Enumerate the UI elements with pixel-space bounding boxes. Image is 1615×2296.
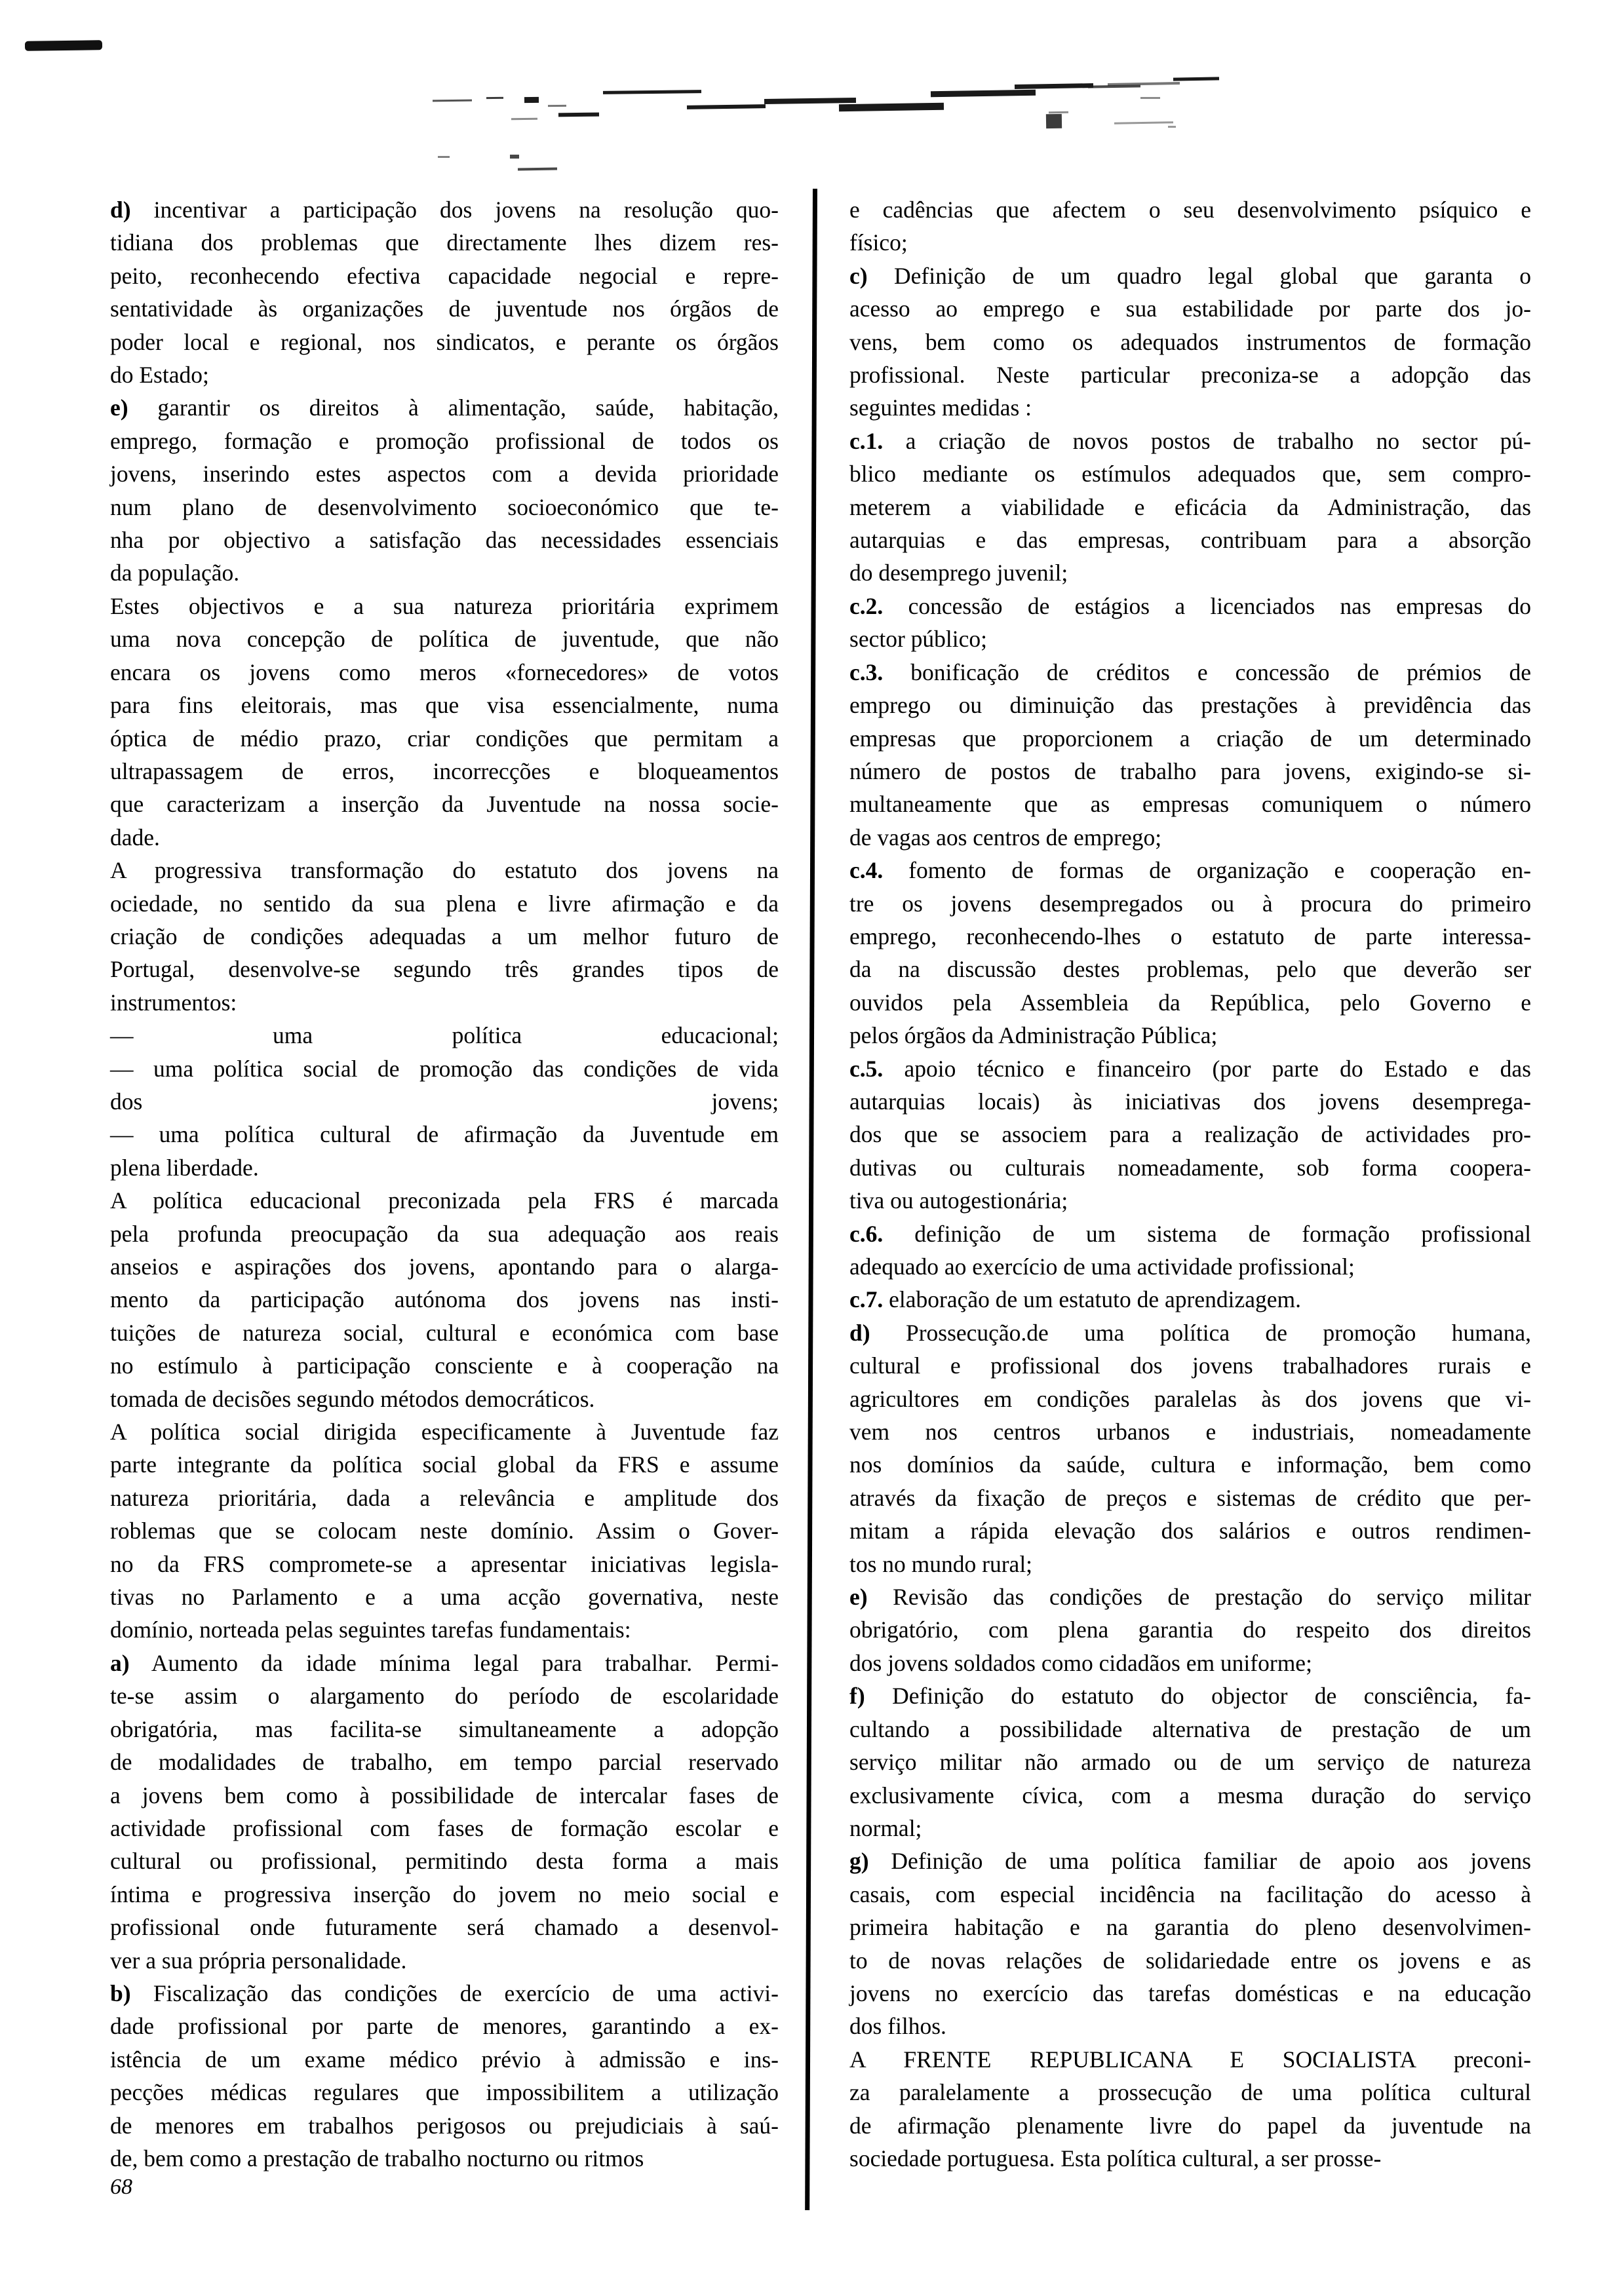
text-line: tre os jovens desempregados ou à procura do primeiro [849, 890, 1531, 917]
text-line: do desemprego juvenil; [849, 560, 1068, 586]
text-line: f) Definição do estatuto do objector de consciência, fa- [849, 1683, 1531, 1710]
text-line: de menores em trabalhos perigosos ou prejudiciais à saú- [110, 2112, 779, 2139]
paragraph [849, 1052, 1531, 1217]
paragraph [110, 1977, 779, 2175]
text-line: a jovens bem como à possibilidade de intercalar fases de [110, 1782, 779, 1808]
text-line: A progressiva transformação do estatuto dos jovens na [110, 857, 779, 884]
text-line: e) garantir os direitos à alimentação, saúde, habitação, [110, 394, 779, 421]
text-line: anseios e aspirações dos jovens, apontando para o alarga- [110, 1253, 779, 1280]
text-column-left [110, 193, 779, 2175]
text-line: num plano de desenvolvimento socioeconómico que te- [110, 493, 779, 520]
text-line: dos jovens; [110, 1088, 779, 1115]
text-line: exclusivamente cívica, com a mesma duração do serviço [849, 1782, 1531, 1808]
text-line: encara os jovens como meros «fornecedores» de votos [110, 659, 779, 685]
text-line: normal; [849, 1814, 922, 1841]
text-line: domínio, norteada pelas seguintes tarefas fundamentais: [110, 1617, 631, 1643]
list-marker: b) [110, 1980, 131, 2006]
paragraph [110, 1184, 779, 1415]
text-line: e cadências que afectem o seu desenvolvimento psíquico e [849, 197, 1531, 223]
text-line: ouvidos pela Assembleia da República, pelo Governo e [849, 989, 1531, 1016]
text-line: parte integrante da política social global da FRS e assume [110, 1451, 779, 1478]
text-line: acesso ao emprego e sua estabilidade por parte dos jo- [849, 296, 1531, 322]
text-line: jovens no exercício das tarefas domésticas e na educação [849, 1980, 1531, 2006]
text-line: ultrapassagem de erros, incorrecções e bloqueamentos [110, 757, 779, 784]
paragraph [849, 1679, 1531, 1845]
text-line: za paralelamente a prossecução de uma política cultural [849, 2079, 1531, 2106]
text-line: blico mediante os estímulos adequados que, sem compro- [849, 461, 1531, 488]
list-marker: f) [849, 1683, 865, 1710]
text-line: óptica de médio prazo, criar condições que permitam a [110, 725, 779, 752]
text-line: serviço militar não armado ou de um serviço de natureza [849, 1749, 1531, 1776]
text-line: tomada de decisões segundo métodos democráticos. [110, 1385, 595, 1412]
text-line: poder local e regional, nos sindicatos, e perante os órgãos [110, 328, 779, 355]
text-line: mento da participação autónoma dos jovens nas insti- [110, 1286, 779, 1313]
text-line: de afirmação plenamente livre do papel da juventude na [849, 2112, 1531, 2139]
text-line: dade. [110, 824, 160, 851]
text-line: criação de condições adequadas a um melhor futuro de [110, 923, 779, 949]
text-line: para fins eleitorais, mas que visa essencialmente, numa [110, 692, 779, 719]
paragraph [110, 1647, 779, 1977]
text-line: roblemas que se colocam neste domínio. Assim o Gover- [110, 1518, 779, 1544]
text-line: obrigatória, mas facilita-se simultaneamente a adopção [110, 1715, 779, 1742]
text-line: c.5. apoio técnico e financeiro (por parte do Estado e das [849, 1055, 1531, 1082]
text-line: te-se assim o alargamento do período de escolaridade [110, 1683, 779, 1710]
text-line: mitam a rápida elevação dos salários e outros rendimen- [849, 1518, 1531, 1544]
text-line: nha por objectivo a satisfação das necessidades essenciais [110, 527, 779, 554]
text-line: meterem a viabilidade e eficácia da Administração, das [849, 493, 1531, 520]
text-line: cultural e profissional dos jovens trabalhadores rurais e [849, 1352, 1531, 1379]
text-line: multaneamente que as empresas comuniquem o número [849, 791, 1531, 818]
text-line: da população. [110, 560, 240, 586]
paragraph [849, 656, 1531, 854]
paragraph [849, 2043, 1531, 2175]
text-line: A política social dirigida especificamente à Juventude faz [110, 1419, 779, 1445]
list-marker: c.5. [849, 1055, 884, 1082]
paragraph [110, 854, 779, 1019]
text-line: c.6. definição de um sistema de formação profissional [849, 1220, 1531, 1247]
text-line: Estes objectivos e a sua natureza prioritária exprimem [110, 592, 779, 619]
text-line: peito, reconhecendo efectiva capacidade negocial e repre- [110, 262, 779, 289]
list-marker: c.4. [849, 857, 884, 884]
text-line: g) Definição de uma política familiar de apoio aos jovens [849, 1848, 1531, 1875]
paragraph [849, 259, 1531, 425]
paragraph [110, 1415, 779, 1647]
text-line: e) Revisão das condições de prestação do serviço militar [849, 1584, 1531, 1611]
paragraph [110, 590, 779, 854]
text-line: físico; [849, 229, 908, 256]
text-line: da na discussão destes problemas, pelo que deverão ser [849, 956, 1531, 983]
text-line: tos no mundo rural; [849, 1550, 1033, 1577]
text-line: adequado ao exercício de uma actividade profissional; [849, 1253, 1355, 1280]
list-marker: c.2. [849, 592, 884, 619]
text-line: cultural ou profissional, permitindo desta forma a mais [110, 1848, 779, 1875]
text-line: dos jovens soldados como cidadãos em uniforme; [849, 1649, 1312, 1676]
paragraph [849, 1283, 1531, 1316]
list-marker: c.3. [849, 659, 884, 685]
text-line: de vagas aos centros de emprego; [849, 824, 1162, 851]
text-line: de modalidades de trabalho, em tempo parcial reservado [110, 1749, 779, 1776]
text-line: obrigatório, com plena garantia do respeito dos direitos [849, 1617, 1531, 1643]
text-line: que caracterizam a inserção da Juventude na nossa socie- [110, 791, 779, 818]
text-line: dade profissional por parte de menores, garantindo a ex- [110, 2013, 779, 2040]
text-line: vens, bem como os adequados instrumentos de formação [849, 328, 1531, 355]
text-line: dutivas ou culturais nomeadamente, sob forma coopera- [849, 1154, 1531, 1181]
paragraph [849, 425, 1531, 590]
paragraph [849, 1316, 1531, 1580]
text-line: tivas no Parlamento e a uma acção governativa, neste [110, 1584, 779, 1611]
list-marker: e) [110, 394, 128, 421]
text-line: casais, com especial incidência na facilitação do acesso à [849, 1881, 1531, 1907]
text-line: primeira habitação e na garantia do pleno desenvolvimen- [849, 1914, 1531, 1941]
text-line: jovens, inserindo estes aspectos com a devida prioridade [110, 461, 779, 488]
text-line: tidiana dos problemas que directamente lhes dizem res- [110, 229, 779, 256]
paragraph [849, 193, 1531, 259]
page-number: 68 [110, 2175, 132, 2199]
text-line: dos filhos. [849, 2013, 946, 2040]
text-line: seguintes medidas : [849, 394, 1032, 421]
text-line: — uma política social de promoção das condições de vida [110, 1055, 779, 1082]
text-line: sector público; [849, 626, 987, 653]
paragraph [849, 854, 1531, 1052]
text-line: emprego, formação e promoção profissional de todos os [110, 427, 779, 454]
paragraph [849, 1580, 1531, 1679]
paragraph [110, 391, 779, 589]
text-line: instrumentos: [110, 989, 237, 1016]
list-marker: c) [849, 262, 868, 289]
text-line: — uma política cultural de afirmação da Juventude em [110, 1121, 779, 1148]
text-line: plena liberdade. [110, 1154, 259, 1181]
list-marker: c.6. [849, 1220, 884, 1247]
text-line: empresas que proporcionem a criação de um determinado [849, 725, 1531, 752]
text-line: autarquias locais) às iniciativas dos jovens desemprega- [849, 1088, 1531, 1115]
text-line: emprego, reconhecendo-lhes o estatuto de parte interessa- [849, 923, 1531, 949]
list-marker: g) [849, 1848, 869, 1875]
text-line: c.4. fomento de formas de organização e cooperação en- [849, 857, 1531, 884]
text-line: tiva ou autogestionária; [849, 1187, 1068, 1214]
paragraph [110, 193, 779, 391]
list-marker: a) [110, 1649, 130, 1676]
text-line: tuições de natureza social, cultural e económica com base [110, 1319, 779, 1346]
text-line: pela profunda preocupação da sua adequação aos reais [110, 1220, 779, 1247]
text-line: istência de um exame médico prévio à admissão e ins- [110, 2046, 779, 2073]
list-marker: d) [110, 197, 131, 223]
text-line: A política educacional preconizada pela FRS é marcada [110, 1187, 779, 1214]
paragraph [110, 1019, 779, 1184]
text-line: c) Definição de um quadro legal global que garanta o [849, 262, 1531, 289]
paragraph [849, 590, 1531, 656]
list-marker: c.1. [849, 427, 884, 454]
text-line: ociedade, no sentido da sua plena e livre afirmação e da [110, 890, 779, 917]
text-line: c.2. concessão de estágios a licenciados nas empresas do [849, 592, 1531, 619]
text-line: c.1. a criação de novos postos de trabalho no sector pú- [849, 427, 1531, 454]
text-line: do Estado; [110, 362, 209, 389]
text-line: c.7. elaboração de um estatuto de aprendizagem. [849, 1286, 1301, 1313]
text-line: profissional onde futuramente será chamado a desenvol- [110, 1914, 779, 1941]
paragraph [849, 1845, 1531, 2042]
paragraph [849, 1217, 1531, 1284]
text-line: — uma política educacional; [110, 1022, 779, 1049]
text-line: no estímulo à participação consciente e à cooperação na [110, 1352, 779, 1379]
text-line: profissional. Neste particular preconiza-se a adopção das [849, 362, 1531, 389]
text-line: emprego ou diminuição das prestações à previdência das [849, 692, 1531, 719]
text-line: de, bem como a prestação de trabalho nocturno ou ritmos [110, 2145, 644, 2172]
text-line: íntima e progressiva inserção do jovem no meio social e [110, 1881, 779, 1907]
text-line: cultando a possibilidade alternativa de prestação de um [849, 1715, 1531, 1742]
list-marker: e) [849, 1584, 868, 1611]
text-line: actividade profissional com fases de formação escolar e [110, 1814, 779, 1841]
text-line: b) Fiscalização das condições de exercício de uma activi- [110, 1980, 779, 2006]
text-line: pecções médicas regulares que impossibilitem a utilização [110, 2079, 779, 2106]
text-line: to de novas relações de solidariedade entre os jovens e as [849, 1947, 1531, 1974]
text-line: sentatividade às organizações de juventude nos órgãos de [110, 296, 779, 322]
text-line: nos domínios da saúde, cultura e informação, bem como [849, 1451, 1531, 1478]
text-line: uma nova concepção de política de juventude, que não [110, 626, 779, 653]
text-line: A FRENTE REPUBLICANA E SOCIALISTA preconi- [849, 2046, 1531, 2073]
text-line: autarquias e das empresas, contribuam para a absorção [849, 527, 1531, 554]
text-line: a) Aumento da idade mínima legal para trabalhar. Permi- [110, 1649, 779, 1676]
text-line: agricultores em condições paralelas às dos jovens que vi- [849, 1385, 1531, 1412]
text-line: através da fixação de preços e sistemas de crédito que per- [849, 1484, 1531, 1511]
text-line: vem nos centros urbanos e industriais, nomeadamente [849, 1419, 1531, 1445]
text-column-right [849, 193, 1531, 2175]
text-line: no da FRS compromete-se a apresentar iniciativas legisla- [110, 1550, 779, 1577]
text-line: Portugal, desenvolve-se segundo três grandes tipos de [110, 956, 779, 983]
list-marker: c.7. [849, 1286, 884, 1313]
text-line: c.3. bonificação de créditos e concessão de prémios de [849, 659, 1531, 685]
text-line: sociedade portuguesa. Esta política cultural, a ser prosse- [849, 2145, 1382, 2172]
list-marker: d) [849, 1319, 870, 1346]
text-line: d) incentivar a participação dos jovens na resolução quo- [110, 197, 779, 223]
text-line: ver a sua própria personalidade. [110, 1947, 407, 1974]
text-line: número de postos de trabalho para jovens, exigindo-se si- [849, 757, 1531, 784]
text-line: d) Prossecução.de uma política de promoção humana, [849, 1319, 1531, 1346]
text-line: natureza prioritária, dada a relevância e amplitude dos [110, 1484, 779, 1511]
text-line: dos que se associem para a realização de actividades pro- [849, 1121, 1531, 1148]
text-line: pelos órgãos da Administração Pública; [849, 1022, 1218, 1049]
